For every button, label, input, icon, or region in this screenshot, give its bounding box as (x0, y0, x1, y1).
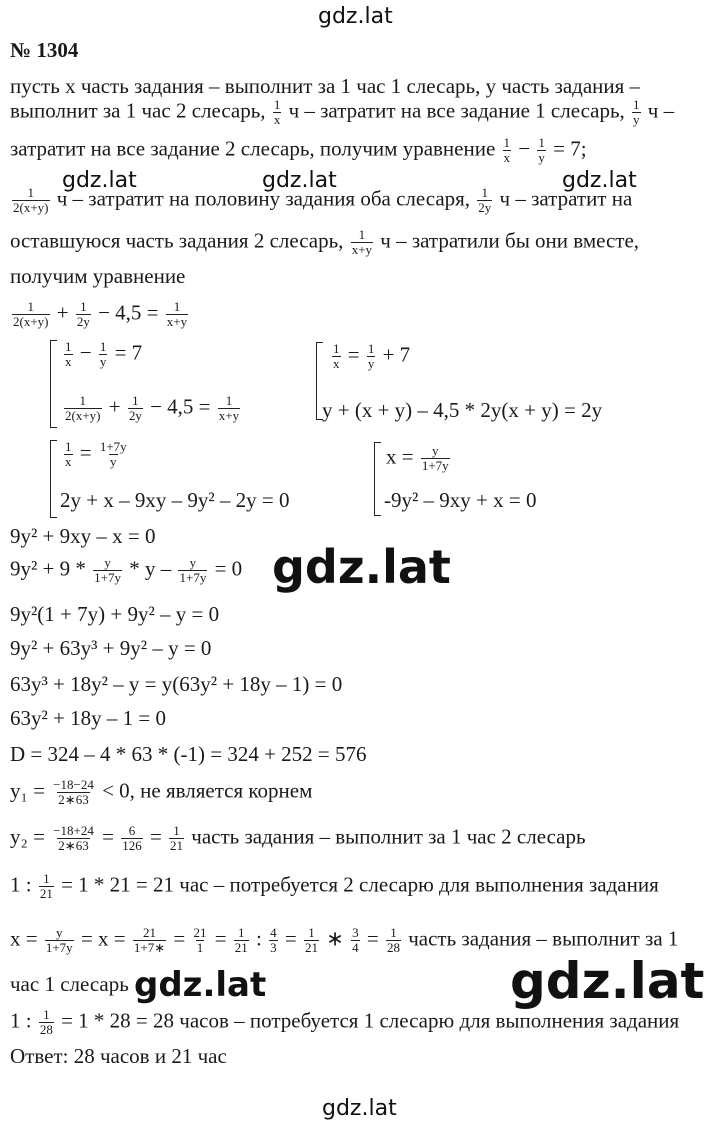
watermark-bottom: gdz.lat (322, 1096, 397, 1121)
intro-text: ч – (647, 98, 675, 123)
fraction-4-over-3: $\frac{4}{3}$ (270, 925, 277, 955)
fraction-y-over-1plus7y: $\frac{y}{1+7y}$ (421, 443, 449, 473)
intro-line-4 (10, 186, 632, 215)
fraction-1-over-x: $\frac{1}{x}$ (333, 341, 340, 371)
fraction-1plus7y-over-y: $\frac{1+7y}{y}$ (99, 439, 127, 469)
math-text: * y – (129, 556, 172, 581)
fraction-1-over-y: $\frac{1}{y}$ (633, 97, 640, 127)
system-4-row-1 (386, 444, 452, 473)
system-brace (50, 340, 57, 428)
math-text: = 1 * 28 = 28 часов – потребуется 1 слесарю для выполнения задания (61, 1008, 680, 1033)
math-text: − 4,5 = (150, 394, 211, 419)
system-3-row-1: $\frac{1}{x}$ = $\frac{1+7y}{y}$ (65, 439, 127, 469)
intro-text: оставшуюся часть задания 2 слесарь, (10, 228, 344, 253)
fraction-1-over-21: $\frac{1}{21}$ (39, 871, 53, 901)
watermark-middle: gdz.lat (262, 168, 337, 193)
system-brace (50, 440, 57, 518)
fraction-1-over-y: $\frac{1}{y}$ (99, 339, 107, 369)
fraction-1-over-2xy: $\frac{1}{2(x+y)}$ (65, 393, 101, 423)
intro-line-5 (10, 228, 639, 257)
math-text: − 4,5 = (98, 300, 159, 325)
step-5: 63y³ + 18y² – y = y(63y² + 18y – 1) = 0 (10, 672, 343, 696)
system-brace (374, 442, 381, 516)
fraction-1-over-x: $\frac{1}{x}$ (65, 439, 72, 469)
step-time-2 (10, 872, 659, 901)
math-text: = 7 (114, 340, 143, 365)
watermark-large-center: gdz.lat (272, 540, 451, 594)
math-text: + 7 (382, 342, 411, 367)
fraction-1-over-x: $\frac{1}{x}$ (65, 339, 72, 369)
fraction-root-1: $\frac{-18-24}{2∗63}$ (53, 777, 94, 807)
fraction-6-over-126: $\frac{6}{126}$ (122, 823, 142, 853)
intro-text: затратит на все задание 2 слесарь, получим уравнение (10, 136, 496, 161)
fraction-1-over-21: $\frac{1}{21}$ (234, 925, 248, 955)
math-text: x = (386, 444, 414, 469)
fraction-1-over-21: $\frac{1}{21}$ (170, 823, 184, 853)
math-text: часть задания – выполнит за 1 (408, 926, 679, 951)
math-text: = 1 * 21 = 21 час – потребуется 2 слесарю для выполнения задания (61, 872, 659, 897)
system-2-row-1: $\frac{1}{x}$ = $\frac{1}{y}$ + 7 (333, 341, 411, 371)
fraction-1-over-28: $\frac{1}{28}$ (39, 1007, 53, 1037)
watermark-right: gdz.lat (562, 168, 637, 193)
answer: Ответ: 28 часов и 21 час (10, 1044, 227, 1068)
watermark-large-left: gdz.lat (130, 965, 270, 1005)
system-3-row-2: 2y + x – 9xy – 9y² – 2y = 0 (60, 488, 290, 512)
system-4-row-2: -9y² – 9xy + x = 0 (384, 488, 537, 512)
equation-1: $\frac{1}{2(x+y)}$ + $\frac{1}{2y}$ − 4,5 = $\frac{1}{x+y}$ (13, 299, 188, 329)
fraction-1-over-x: $\frac{1}{x}$ (503, 135, 511, 165)
fraction-3-over-4: $\frac{3}{4}$ (352, 925, 359, 955)
math-text: часть задания – выполнит за 1 час 2 слесарь (191, 824, 586, 849)
step-x-value: x = $\frac{y}{1+7y}$ = x = $\frac{21}{1+7∗}$ = $\frac{21}{1}$ = $\frac{1}{21}$ : $\frac{4}{3}$ = $\frac{1}{21}$ ∗ $\frac{3}{4}$ = $\frac{1}{28}$ часть задания – выполнит за 1 (10, 925, 679, 955)
watermark-large-right: gdz.lat (510, 952, 705, 1010)
system-2-row-2: y + (x + y) – 4,5 * 2y(x + y) = 2y (322, 398, 603, 422)
fraction-1-over-2y: $\frac{1}{2y}$ (128, 393, 142, 423)
fraction-1-over-y: $\frac{1}{y}$ (538, 135, 545, 165)
math-text: = 0 (214, 556, 243, 581)
intro-line-2 (10, 98, 674, 127)
fraction-root-2: $\frac{-18+24}{2∗63}$ (53, 823, 94, 853)
step-x-continuation: час 1 слесарь (10, 972, 129, 996)
intro-text: = 7; (553, 136, 587, 161)
intro-line-6: получим уравнение (10, 264, 186, 288)
math-text: y₂ = (10, 824, 45, 849)
intro-text: ч – затратит на (499, 186, 633, 211)
step-root-2: y₂ = $\frac{-18+24}{2∗63}$ = $\frac{6}{126}$ = $\frac{1}{21}$ часть задания – выполнит за 1 час 2 слесарь (10, 823, 586, 853)
math-text: 1 : (10, 1008, 32, 1033)
step-time-1 (10, 1008, 679, 1037)
system-1-row-2: $\frac{1}{2(x+y)}$ + $\frac{1}{2y}$ − 4,5 = $\frac{1}{x+y}$ (65, 393, 240, 423)
fraction-1-over-2xy: $\frac{1}{2(x+y)}$ (13, 185, 49, 215)
watermark-top: gdz.lat (318, 4, 393, 29)
step-discriminant: D = 324 – 4 * 63 * (-1) = 324 + 252 = 576 (10, 742, 367, 766)
fraction-1-over-28: $\frac{1}{28}$ (386, 925, 400, 955)
math-text: 1 : (10, 872, 32, 897)
fraction-1-over-y: $\frac{1}{y}$ (367, 341, 375, 371)
fraction-1-over-xy: $\frac{1}{x+y}$ (218, 393, 240, 423)
math-text: y₁ = (10, 778, 45, 803)
problem-number: № 1304 (10, 38, 79, 62)
intro-text: ч – затратит на все задание 1 слесарь, (288, 98, 625, 123)
step-1: 9y² + 9xy – x = 0 (10, 524, 156, 548)
watermark-left: gdz.lat (62, 168, 137, 193)
fraction-1-over-2y: $\frac{1}{2y}$ (76, 299, 90, 329)
math-text: 9y² + 9 * (10, 556, 86, 581)
system-1-row-1: $\frac{1}{x}$ − $\frac{1}{y}$ = 7 (65, 339, 143, 369)
intro-text: ч – затратит на половину задания оба слесаря, (56, 186, 471, 211)
math-text: < 0, не является корнем (102, 778, 313, 803)
fraction-complex-1: $\frac{21}{1+7∗}$ (133, 925, 166, 955)
fraction-complex-2: $\frac{21}{1}$ (193, 925, 207, 955)
intro-text: ч – затратили бы они вместе, (380, 228, 640, 253)
intro-line-1: пусть x часть задания – выполнит за 1 час 1 слесарь, y часть задания – (10, 74, 641, 98)
fraction-1-over-x: $\frac{1}{x}$ (273, 97, 281, 127)
step-3: 9y²(1 + 7y) + 9y² – y = 0 (10, 602, 220, 626)
fraction-1-over-2xy: $\frac{1}{2(x+y)}$ (13, 299, 49, 329)
intro-line-3: затратит на все задание 2 слесарь, получим уравнение $\frac{1}{x}$ − $\frac{1}{y}$ = 7; (10, 135, 587, 165)
step-4: 9y² + 63y³ + 9y² – y = 0 (10, 636, 212, 660)
fraction-1-over-xy: $\frac{1}{x+y}$ (351, 227, 373, 257)
step-root-1 (10, 778, 312, 807)
step-6: 63y² + 18y – 1 = 0 (10, 706, 166, 730)
fraction-1-over-2y: $\frac{1}{2y}$ (478, 185, 492, 215)
fraction-y-over-1plus7y: $\frac{y}{1+7y}$ (179, 555, 207, 585)
fraction-y-over-1plus7y: $\frac{y}{1+7y}$ (45, 925, 73, 955)
intro-text: выполнит за 1 час 2 слесарь, (10, 98, 266, 123)
fraction-y-over-1plus7y: $\frac{y}{1+7y}$ (94, 555, 121, 585)
step-2 (10, 556, 242, 585)
fraction-1-over-21: $\frac{1}{21}$ (304, 925, 318, 955)
fraction-1-over-xy: $\frac{1}{x+y}$ (166, 299, 188, 329)
